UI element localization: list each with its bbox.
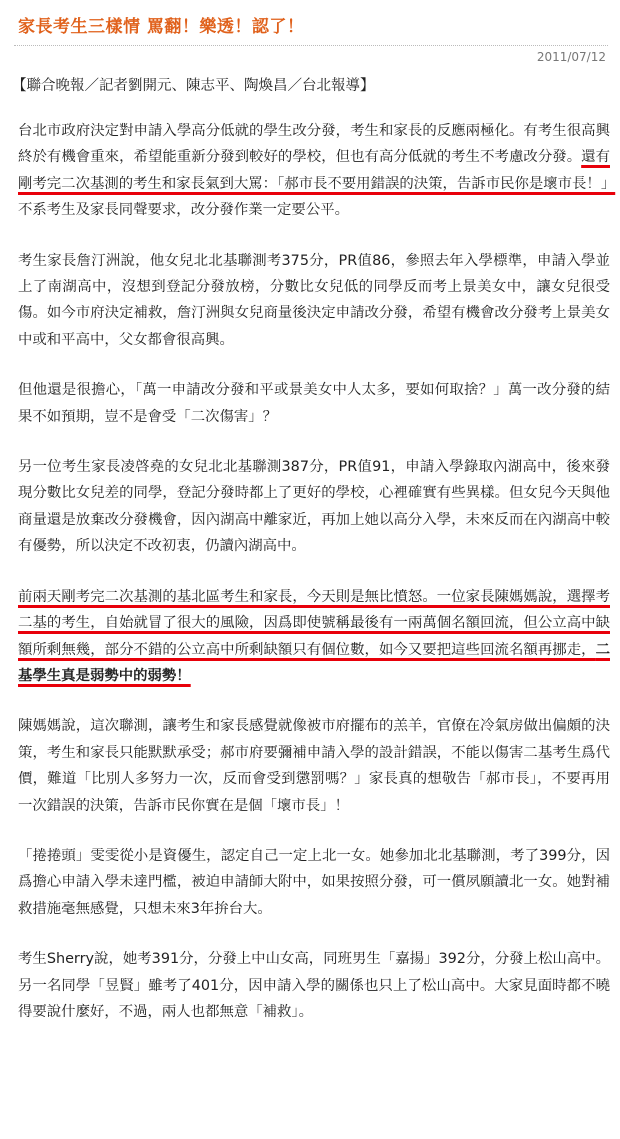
article-byline: 【聯合晚報／記者劉開元、陳志平、陶煥昌／台北報導】 [12, 78, 375, 94]
highlighted-passage: 前兩天剛考完二次基測的基北區考生和家長，今天則是無比憤怒。一位家長陳媽媽說，選擇考二基的考生，自始就冒了很大的風險，因爲即使號稱最後有一兩萬個名額回流，但公立高中缺額所剩無幾，部分不錯的公立高中所剩缺額只有個位數，如今又要把這些回流名額再挪走， [18, 588, 610, 658]
paragraph-5 [18, 584, 610, 690]
highlighted-quote: 還有剛考完二次基測的考生和家長氣到大罵：「郝市長不要用錯誤的決策，告訴市民你是壞市長！」 [18, 149, 616, 192]
paragraph-7: 「捲捲頭」雯雯從小是資優生，認定自己一定上北一女。她參加北北基聯測，考了399分，因爲擔心申請入學未達門檻，被迫申請師大附中，如果按照分發，可一償夙願讀北一女。她對補救措施毫無感覺，只想未來3年拚台大。 [18, 847, 610, 917]
paragraph-3: 但他還是很擔心，「萬一申請改分發和平或景美女中人太多，要如何取捨？」萬一改分發的結果不如預期，豈不是會受「二次傷害」？ [18, 382, 610, 425]
article-body [18, 118, 616, 1025]
paragraph-4: 另一位考生家長凌啓堯的女兒北北基聯測387分，PR值91，申請入學錄取內湖高中，後來發現分數比女兒差的同學，登記分發時都上了更好的學校，心裡確實有些異樣。但女兒今天與他商量還是放棄改分發機會，因內湖高中離家近，再加上她以高分入學，未來反而在內湖高中較有優勢，所以決定不改初衷，仍讀內湖高中。 [18, 459, 610, 555]
paragraph-1-text: 台北市政府決定對申請入學高分低就的學生改分發，考生和家長的反應兩極化。有考生很高興終於有機會重來，希望能重新分發到較好的學校，但也有高分低就的考生不考慮改分發。 [18, 123, 610, 166]
paragraph-6: 陳媽媽說，這次聯測，讓考生和家長感覺就像被市府擺布的羔羊，官僚在冷氣房做出偏頗的決策，考生和家長只能默默承受；郝市府要彌補申請入學的設計錯誤，不能以傷害二基考生爲代價，難道「比別人多努力一次，反而會受到懲罰嗎？」家長真的想敬告「郝市長」，不要再用一次錯誤的決策，告訴市民你實在是個「壞市長」！ [18, 718, 610, 814]
publish-date: 2011/07/12 [536, 50, 606, 64]
paragraph-8: 考生Sherry說，她考391分，分發上中山女高，同班男生「嘉揚」392分，分發上松山高中。另一名同學「昱賢」雖考了401分，因申請入學的關係也只上了松山高中。大家見面時都不曉得要說什麼好，不過，兩人也都無意「補救」。 [18, 951, 610, 1020]
title-divider [14, 45, 608, 46]
paragraph-2: 考生家長詹汀洲說，他女兒北北基聯測考375分，PR值86，參照去年入學標準，申請入學並上了南湖高中，沒想到登記分發放榜，分數比女兒低的同學反而考上景美女中，讓女兒很受傷。如今市府決定補救，詹汀洲與女兒商量後決定申請改分發，希望有機會改分發考上景美女中或和平高中，父女都會很高興。 [18, 252, 610, 348]
highlighted-emphasis: 二基學生真是弱勢中的弱勢！ [18, 641, 610, 684]
paragraph-1-text-end: 不系考生及家長同聲要求，改分發作業一定要公平。 [18, 202, 349, 219]
article-title: 家長考生三樣情 罵翻！樂透！認了！ [18, 17, 305, 37]
paragraph-1 [18, 118, 616, 224]
